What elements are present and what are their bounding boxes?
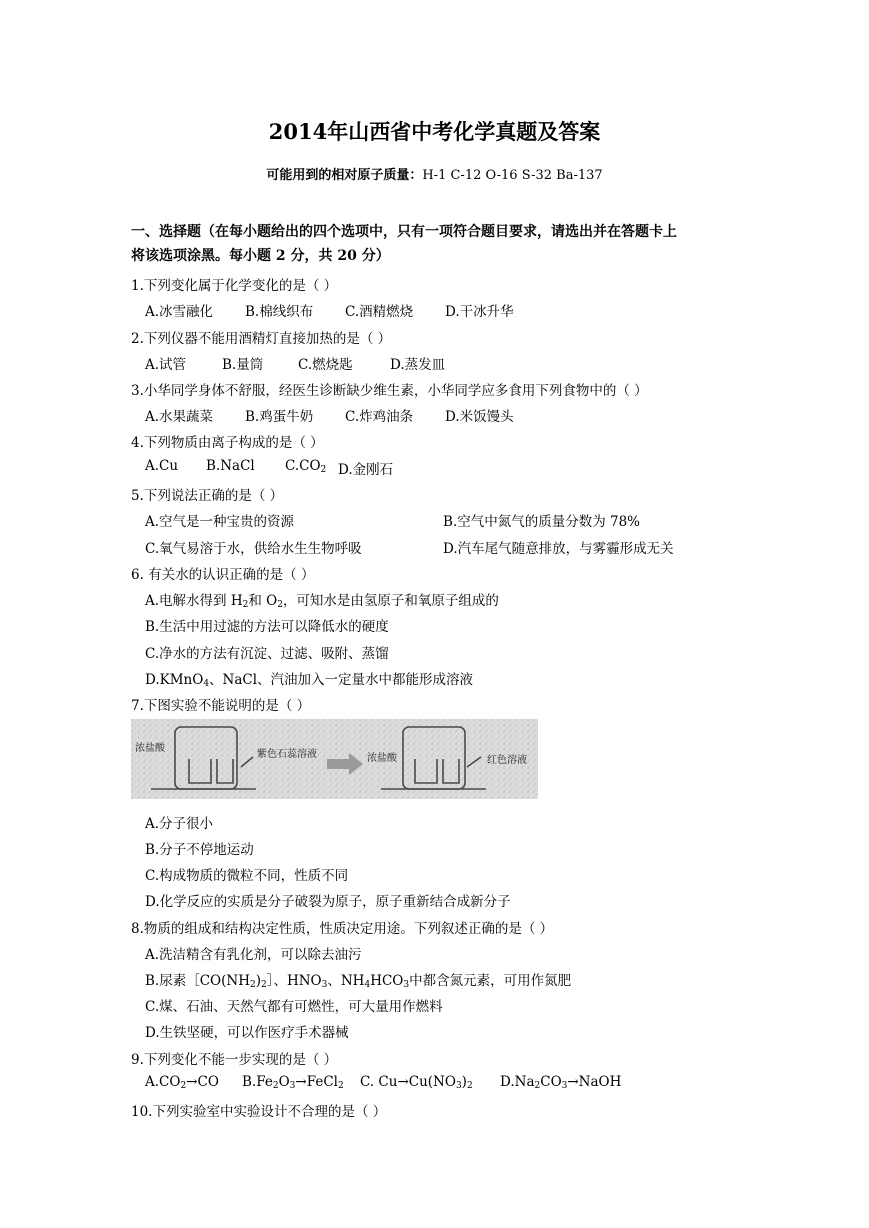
atomic-mass-values: H-1 C-12 O-16 S-32 Ba-137: [422, 168, 603, 183]
q2-option-b: B.量筒: [222, 357, 264, 373]
q5-stem: 5.下列说法正确的是（ ）: [131, 488, 284, 504]
q3-option-d: D.米饭馒头: [445, 409, 514, 425]
q5-option-c: C.氧气易溶于水，供给水生生物呼吸: [145, 541, 362, 557]
q7-option-a: A.分子很小: [145, 816, 214, 832]
atomic-mass-label: 可能用到的相对原子质量：: [266, 168, 423, 183]
q5-option-d: D.汽车尾气随意排放，与雾霾形成无关: [443, 541, 674, 557]
q9-option-b: $B.Fe_2O_3\to FeCl_2$: [242, 1074, 344, 1091]
q7-stem: 7.下图实验不能说明的是（ ）: [131, 698, 311, 714]
page-title: 2014年山西省中考化学真题及答案: [268, 119, 601, 144]
q8-option-d: D.生铁坚硬，可以作医疗手术器械: [145, 1025, 349, 1041]
q8-stem: 8.物质的组成和结构决定性质，性质决定用途。下列叙述正确的是（ ）: [131, 921, 554, 937]
q2-option-a: A.试管: [145, 357, 187, 373]
q4-option-c: $C.CO_2$: [285, 458, 327, 475]
atomic-mass-line: [0, 164, 869, 183]
q7-option-b: B.分子不停地运动: [145, 842, 254, 858]
q4-option-b: B.NaCl: [206, 458, 255, 474]
experiment-figure: [131, 719, 538, 799]
q3-option-b: B.鸡蛋牛奶: [245, 409, 314, 425]
q6-stem: 6. 有关水的认识正确的是（ ）: [131, 567, 315, 583]
q1-option-a: A.冰雪融化: [145, 304, 214, 320]
section-heading-line1: 一、选择题（在每小题给出的四个选项中，只有一项符合题目要求，请选出并在答题卡上: [131, 224, 677, 240]
q4-stem: 4.下列物质由离子构成的是（ ）: [131, 435, 324, 451]
q3-option-c: C.炸鸡油条: [345, 409, 414, 425]
q4-option-a: A.Cu: [145, 458, 179, 474]
q9-stem: 9.下列变化不能一步实现的是（ ）: [131, 1052, 338, 1068]
section-heading-line2: 将该选项涂黑。每小题 2 分，共 20 分）: [131, 248, 390, 264]
q5-option-b: B.空气中氮气的质量分数为 78%: [443, 514, 641, 530]
q1-option-b: B.棉线织布: [245, 304, 314, 320]
q9-option-c: C. $Cu\to Cu(NO_3)_2$: [360, 1074, 473, 1091]
q8-option-b: B.尿素$[CO(NH_2)_2]$、$HNO_3$、$NH_4HCO_3$中都含氮元素，可用作氮肥: [145, 973, 572, 990]
q3-option-a: A.水果蔬菜: [145, 409, 214, 425]
q2-stem: 2.下列仪器不能用酒精灯直接加热的是（ ）: [131, 331, 392, 347]
q5-option-a: A.空气是一种宝贵的资源: [145, 514, 295, 530]
q1-stem: 1.下列变化属于化学变化的是（ ）: [131, 278, 338, 294]
q3-stem: 3.小华同学身体不舒服，经医生诊断缺少维生素，小华同学应多食用下列食物中的（ ）: [131, 383, 648, 399]
q4-option-d: D.金刚石: [338, 462, 394, 478]
q7-option-c: C.构成物质的微粒不同，性质不同: [145, 868, 349, 884]
q7-option-d: D.化学反应的实质是分子破裂为原子，原子重新结合成新分子: [145, 894, 511, 910]
q2-option-c: C.燃烧匙: [298, 357, 353, 373]
fig-left-solution-label: 紫色石蕊溶液: [257, 749, 317, 760]
q6-option-c: C.净水的方法有沉淀、过滤、吸附、蒸馏: [145, 646, 389, 662]
q6-option-b: B.生活中用过滤的方法可以降低水的硬度: [145, 619, 389, 635]
fig-right-solution-label: 红色溶液: [487, 755, 527, 766]
q1-option-d: D.干冰升华: [445, 304, 514, 320]
q8-option-c: C.煤、石油、天然气都有可燃性，可大量用作燃料: [145, 999, 443, 1015]
fig-right-acid-label: 浓盐酸: [367, 753, 397, 764]
q9-option-d: $D.Na_2CO_3\to NaOH$: [500, 1074, 622, 1091]
fig-left-acid-label: 浓盐酸: [135, 743, 165, 754]
q6-option-a: A.电解水得到 $H_2$和 $O_2$，可知水是由氢原子和氧原子组成的: [145, 593, 499, 610]
q6-option-d: D.KMnO$_4$、NaCl、汽油加入一定量水中都能形成溶液: [145, 672, 474, 689]
q2-option-d: D.蒸发皿: [390, 357, 446, 373]
experiment-diagram: [131, 719, 538, 799]
q8-option-a: A.洗洁精含有乳化剂，可以除去油污: [145, 947, 362, 963]
q9-option-a: $A.CO_2\to CO$: [145, 1074, 219, 1091]
q1-option-c: C.酒精燃烧: [345, 304, 414, 320]
q10-stem: 10.下列实验室中实验设计不合理的是（ ）: [131, 1104, 387, 1120]
